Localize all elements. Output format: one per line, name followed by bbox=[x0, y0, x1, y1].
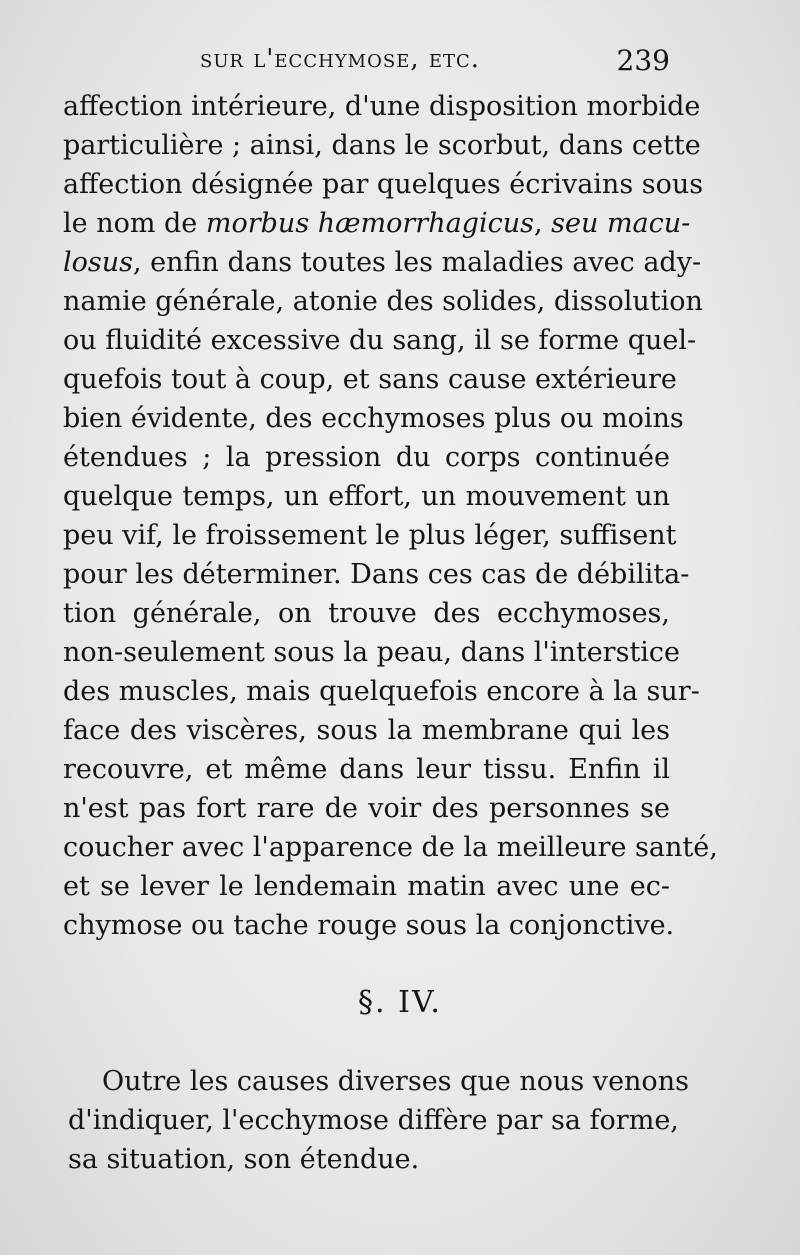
italic-latin-term: losus bbox=[63, 247, 133, 278]
text-run: , bbox=[533, 208, 552, 239]
text-line: et se lever le lendemain matin avec une ec- bbox=[63, 871, 670, 902]
text-line: coucher avec l'apparence de la meilleure santé, bbox=[63, 832, 718, 863]
text-line: non-seulement sous la peau, dans l'interstice bbox=[63, 637, 681, 668]
text-line: pour les déterminer. Dans ces cas de débilita- bbox=[63, 559, 690, 590]
text-run: , enfin dans toutes les maladies avec ady- bbox=[133, 247, 702, 278]
running-title: sur l'ecchymose, etc. bbox=[200, 44, 481, 74]
text-run: le nom de bbox=[63, 208, 206, 239]
text-line: particulière ; ainsi, dans le scorbut, dans cette bbox=[63, 130, 701, 161]
text-line: quelque temps, un effort, un mouvement un bbox=[63, 481, 670, 512]
text-line: peu vif, le froissement le plus léger, suffisent bbox=[63, 520, 677, 551]
text-line: bien évidente, des ecchymoses plus ou moins bbox=[63, 403, 684, 434]
italic-latin-term: morbus hæmorrhagicus bbox=[205, 208, 534, 239]
text-line: recouvre, et même dans leur tissu. Enfin il bbox=[63, 754, 670, 785]
closing-paragraph bbox=[68, 1062, 689, 1179]
text-line: chymose ou tache rouge sous la conjonctive. bbox=[63, 910, 675, 941]
text-line: namie générale, atonie des solides, dissolution bbox=[63, 286, 703, 317]
text-line: des muscles, mais quelquefois encore à la sur- bbox=[63, 676, 700, 707]
page-header bbox=[200, 44, 670, 84]
text-line: sa situation, son étendue. bbox=[68, 1144, 420, 1175]
text-line: n'est pas fort rare de voir des personnes se bbox=[63, 793, 670, 824]
text-line bbox=[63, 204, 691, 243]
page-number: 239 bbox=[616, 44, 670, 77]
text-line: tion générale, on trouve des ecchymoses, bbox=[63, 598, 670, 629]
text-line: face des viscères, sous la membrane qui les bbox=[63, 715, 670, 746]
italic-latin-term: seu macu- bbox=[551, 208, 691, 239]
text-line: Outre les causes diverses que nous venons bbox=[102, 1066, 689, 1097]
text-line bbox=[63, 243, 702, 282]
text-line: étendues ; la pression du corps continuée bbox=[63, 442, 670, 473]
text-line: quefois tout à coup, et sans cause extérieure bbox=[63, 364, 677, 395]
text-line: affection intérieure, d'une disposition morbide bbox=[63, 91, 701, 122]
text-line: ou fluidité excessive du sang, il se forme quel- bbox=[63, 325, 697, 356]
body-text bbox=[63, 87, 718, 945]
text-line: affection désignée par quelques écrivains sous bbox=[63, 169, 704, 200]
section-heading: §. IV. bbox=[358, 985, 442, 1020]
text-line: d'indiquer, l'ecchymose diffère par sa forme, bbox=[68, 1105, 679, 1136]
